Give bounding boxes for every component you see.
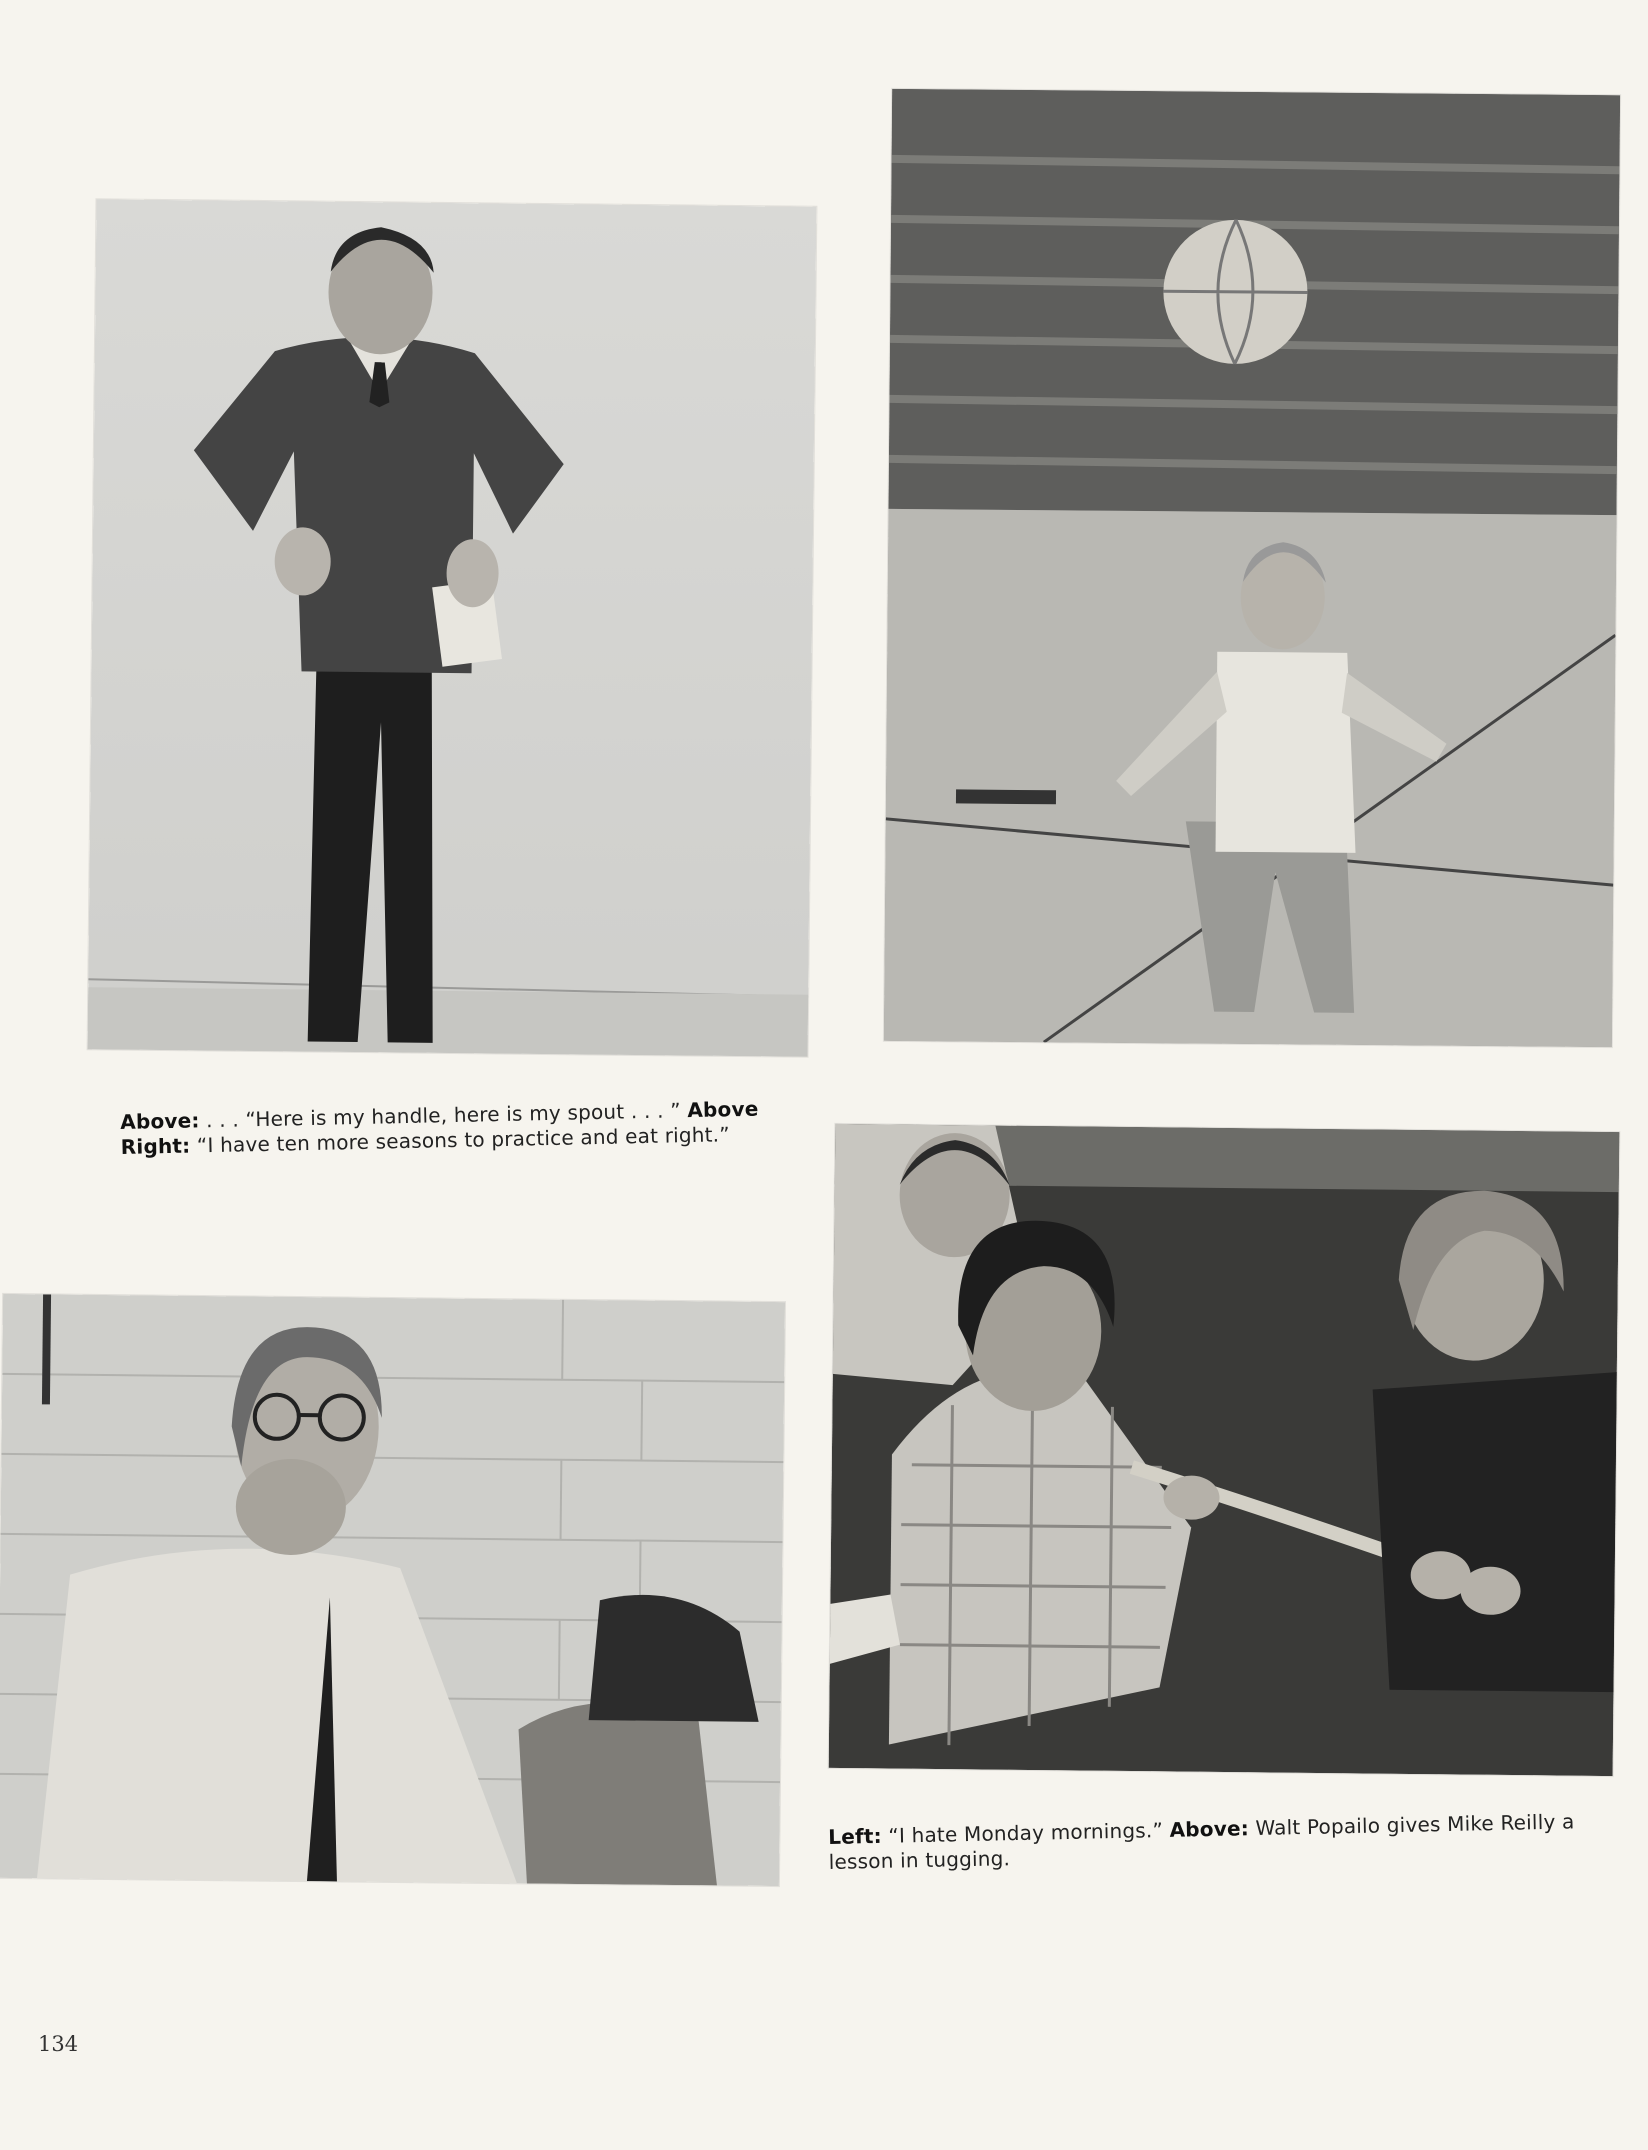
caption-label-above-right: Above Right: [120,1096,759,1159]
caption-label-above: Above: [1169,1816,1250,1842]
caption-text-left: “I hate Monday mornings.” [881,1817,1170,1848]
caption-bottom [828,1809,1599,1875]
caption-text-above: Walt Popailo gives Mike Reilly a lesson in tugging. [828,1809,1575,1874]
caption-top [120,1097,761,1160]
photo-tug-of-war [829,1124,1620,1776]
photo-man-standing [88,199,817,1056]
caption-label-above: Above: [120,1108,200,1134]
photo-man-glasses [0,1294,785,1886]
page-number: 134 [38,2032,79,2056]
caption-label-left: Left: [828,1823,883,1849]
caption-text-above-right: “I have ten more seasons to practice and eat right.” [190,1122,731,1158]
photo-child-ball [884,89,1620,1047]
caption-text-above: . . . “Here is my handle, here is my spout . . . ” [199,1098,688,1133]
